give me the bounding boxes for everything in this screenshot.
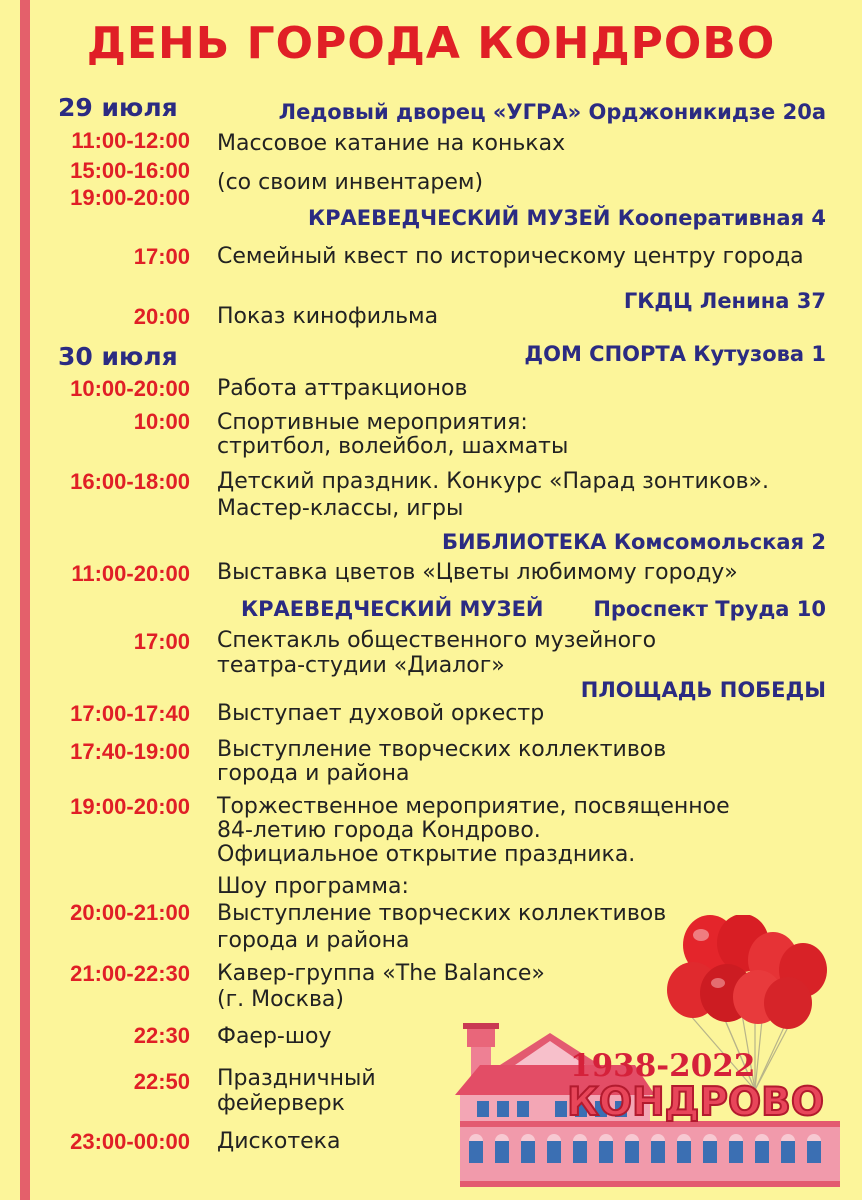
venue-library: БИБЛИОТЕКА Комсомольская 2 [441,530,826,554]
event: Официальное открытие праздника. [217,842,636,867]
event: фейерверк [217,1091,345,1116]
time: 22:30 [133,1023,190,1048]
event: Торжественное мероприятие, посвященное [217,794,730,819]
event: Фаер-шоу [217,1024,332,1049]
event: (со своим инвентарем) [217,170,484,195]
event: Кавер-группа «The Balance» [217,961,545,986]
time: 11:00-12:00 [71,128,190,153]
time: 10:00 [133,409,190,434]
event: Спортивные мероприятия: [217,410,528,435]
event: Детский праздник. Конкурс «Парад зонтиков». [217,469,769,494]
event: города и района [217,761,410,786]
time: 20:00-21:00 [70,900,190,925]
time: 20:00 [133,304,190,329]
balloons-icon [667,915,827,1029]
time: 19:00-20:00 [70,185,190,210]
poster-title: ДЕНЬ ГОРОДА КОНДРОВО [86,18,776,69]
time: 17:00 [133,629,190,654]
venue-museum-2-address: Проспект Труда 10 [593,597,826,621]
venue-sport-house: ДОМ СПОРТА Кутузова 1 [524,342,826,366]
time: 17:40-19:00 [70,739,190,764]
event: Мастер-классы, игры [217,496,464,521]
left-accent-bar [20,0,30,1200]
event: театра-студии «Диалог» [217,653,505,678]
venue-victory-square: ПЛОЩАДЬ ПОБЕДЫ [580,678,826,702]
event: Выступает духовой оркестр [217,701,545,726]
venue-museum: КРАЕВЕДЧЕСКИЙ МУЗЕЙ Кооперативная 4 [307,206,826,230]
time: 21:00-22:30 [70,961,190,986]
event: стритбол, волейбол, шахматы [217,434,569,459]
event: Выставка цветов «Цветы любимому городу» [217,560,738,585]
event: Выступление творческих коллективов [217,901,667,926]
event: Показ кинофильма [217,304,439,329]
venue-ice-palace: Ледовый дворец «УГРА» Орджоникидзе 20а [278,100,826,124]
event: Спектакль общественного музейного [217,628,657,653]
venue-museum-2: КРАЕВЕДЧЕСКИЙ МУЗЕЙ [241,597,544,621]
logo-years: 1938-2022 [570,1048,756,1084]
time: 22:50 [133,1069,190,1094]
time: 19:00-20:00 [70,794,190,819]
time: 23:00-00:00 [70,1129,190,1154]
event: Праздничный [217,1066,376,1091]
event: (г. Москва) [217,987,344,1012]
time: 16:00-18:00 [70,469,190,494]
date-day1: 29 июля [58,93,178,122]
time: 10:00-20:00 [70,376,190,401]
event: Дискотека [217,1129,341,1154]
event: 84-летию города Кондрово. [217,818,541,843]
date-day2: 30 июля [58,342,178,371]
event: Работа аттракционов [217,376,468,401]
time: 17:00 [133,244,190,269]
event: Массовое катание на коньках [217,131,566,156]
time: 15:00-16:00 [70,158,190,183]
logo-city-name: КОНДРОВО [567,1080,825,1125]
time: 11:00-20:00 [71,561,190,586]
event: Шоу программа: [217,874,409,899]
event: Семейный квест по историческому центру города [217,244,804,269]
event: Выступление творческих коллективов [217,737,667,762]
event: города и района [217,928,410,953]
time: 17:00-17:40 [70,701,190,726]
venue-gkdc: ГКДЦ Ленина 37 [623,289,826,313]
